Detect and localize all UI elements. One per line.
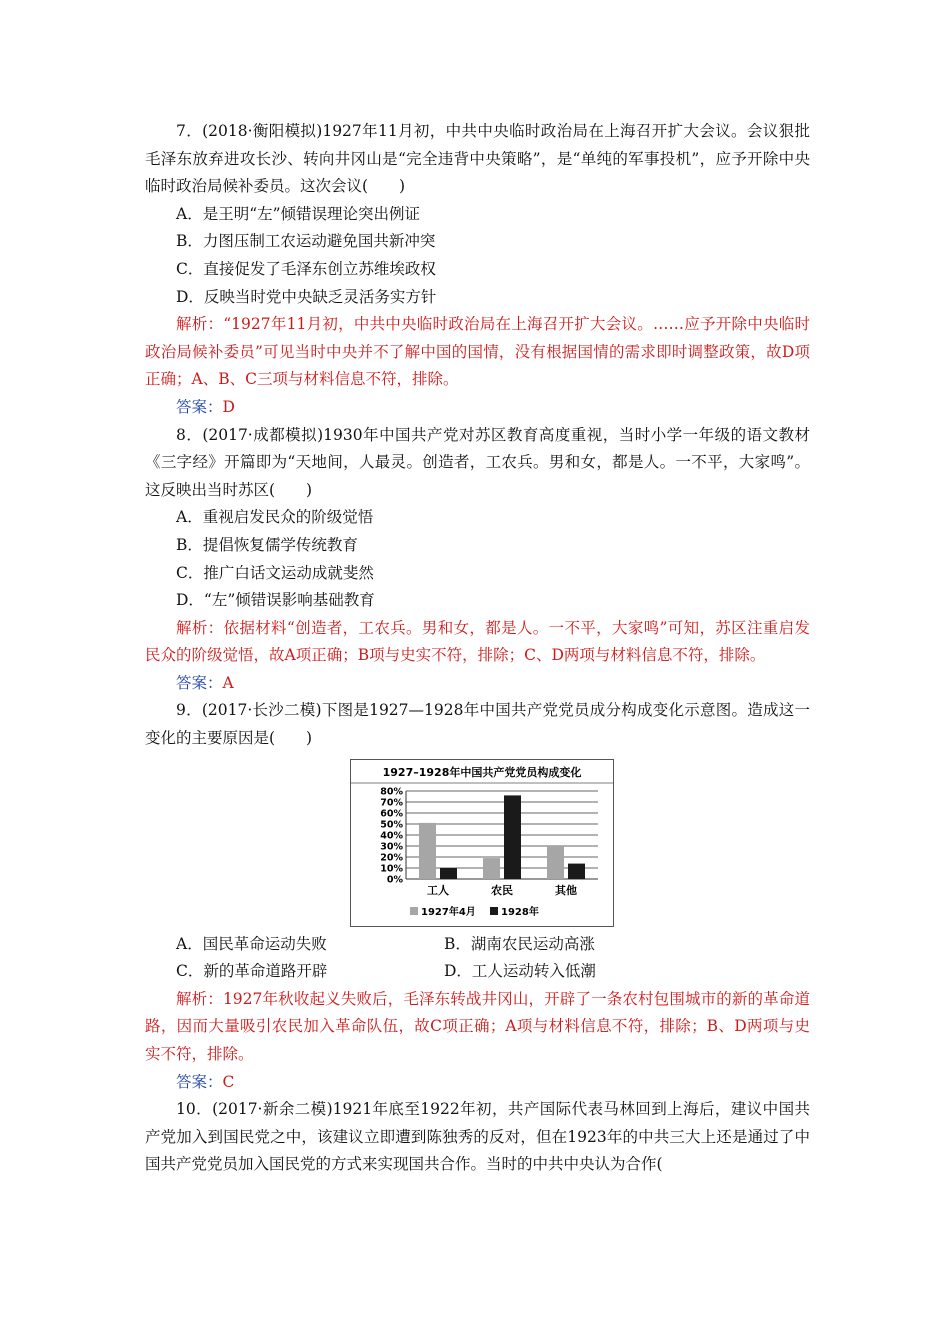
y-tick-label: 60%: [380, 808, 403, 820]
q7-answer: [145, 394, 810, 422]
q8-stem: 8．(2017·成都模拟)1930年中国共产党对苏区教育高度重视，当时小学一年级的语文教材《三字经》开篇即为“天地间，人最灵。创造者，工农兵。男和女，都是人。一不平，大家鸣”。这反映出当时苏区( ): [145, 425, 810, 499]
q8-option-a: A．重视启发民众的阶级觉悟: [176, 508, 374, 527]
q9-options-row-1: [145, 931, 810, 959]
legend-label: 1928年: [501, 906, 539, 918]
y-tick-label: 0%: [386, 874, 403, 886]
q8-answer-label: 答案：: [176, 673, 223, 692]
legend-swatch: [490, 907, 498, 915]
legend-label: 1927年4月: [421, 906, 476, 918]
y-tick-label: 80%: [380, 786, 403, 798]
membership-bar-chart: [350, 759, 614, 927]
q7-option-a: A．是王明“左”倾错误理论突出例证: [176, 204, 421, 223]
q7-option-b: B．力图压制工农运动避免国共新冲突: [176, 232, 436, 251]
y-tick-label: 40%: [380, 830, 403, 842]
y-tick-label: 70%: [380, 797, 403, 809]
q9-answer-label: 答案：: [176, 1072, 223, 1091]
q8-answer-value: A: [222, 673, 234, 692]
q8-option-d: D．“左”倾错误影响基础教育: [176, 591, 375, 610]
y-tick-label: 10%: [380, 863, 403, 875]
y-tick-label: 30%: [380, 841, 403, 853]
q9-option-d: D．工人运动转入低潮: [444, 962, 596, 981]
x-category-label: 农民: [491, 883, 513, 897]
q9-analysis: 解析：1927年秋收起义失败后，毛泽东转战井冈山，开辟了一条农村包围城市的新的革命道路，因而大量吸引农民加入革命队伍，故C项正确；A项与材料信息不符，排除；B、D两项与史实不符，排除。: [145, 989, 810, 1064]
y-tick-label: 50%: [380, 819, 403, 831]
document-page: [145, 118, 810, 1179]
q7-answer-value: D: [222, 397, 235, 416]
q9-options-row-2: [145, 958, 810, 986]
bar-其他-1928年: [568, 863, 585, 878]
q7-option-c: C．直接促发了毛泽东创立苏维埃政权: [176, 259, 436, 278]
q7-option-d: D．反映当时党中央缺乏灵活务实方针: [176, 287, 437, 306]
q8-option-b: B．提倡恢复儒学传统教育: [176, 535, 358, 554]
q8-option-c: C．推广白话文运动成就斐然: [176, 563, 374, 582]
q7-analysis: 解析：“1927年11月初，中共中央临时政治局在上海召开扩大会议。……应予开除中央临时政治局候补委员”可见当时中央并不了解中国的国情，没有根据国情的需求即时调整政策，故D项正确；A、B、C三项与材料信息不符，排除。: [145, 315, 810, 389]
y-tick-label: 20%: [380, 852, 403, 864]
q7-answer-label: 答案：: [176, 397, 223, 416]
q9-stem: 9．(2017·长沙二模)下图是1927—1928年中国共产党党员成分构成变化示意图。造成这一变化的主要原因是( ): [145, 701, 810, 748]
q9-option-c: C．新的革命道路开辟: [176, 962, 328, 981]
bar-其他-1927年4月: [547, 846, 564, 879]
q10-stem: 10．(2017·新余二模)1921年底至1922年初，共产国际代表马林回到上海后，建议中国共产党加入到国民党之中，该建议立即遭到陈独秀的反对，但在1923年的中共三大上还是通过了中国共产党党员加入国民党的方式来实现国共合作。当时的中共中央认为合作(: [145, 1100, 810, 1174]
bar-工人-1927年4月: [419, 823, 436, 879]
q8-analysis: 解析：依据材料“创造者，工农兵。男和女，都是人。一不平，大家鸣”可知，苏区注重启发民众的阶级觉悟，故A项正确；B项与史实不符，排除；C、D两项与材料信息不符，排除。: [145, 618, 810, 665]
x-category-label: 工人: [427, 883, 449, 897]
q9-option-b: B．湖南农民运动高涨: [444, 934, 595, 953]
bar-工人-1928年: [440, 868, 457, 879]
x-category-label: 其他: [555, 883, 577, 897]
chart-title: 1927–1928年中国共产党党员构成变化: [382, 765, 582, 779]
bar-农民-1927年4月: [483, 858, 500, 879]
legend-swatch: [410, 907, 418, 915]
q8-answer: [145, 670, 810, 698]
q9-answer-value: C: [222, 1072, 235, 1091]
q9-option-a: A．国民革命运动失败: [176, 934, 327, 953]
bar-农民-1928年: [504, 795, 521, 879]
q9-answer: [145, 1069, 810, 1097]
q7-stem: 7．(2018·衡阳模拟)1927年11月初，中共中央临时政治局在上海召开扩大会议。会议狠批毛泽东放弃进攻长沙、转向井冈山是“完全违背中央策略”，是“单纯的军事投机”，应予开除中央临时政治局候补委员。这次会议( ): [145, 122, 810, 196]
